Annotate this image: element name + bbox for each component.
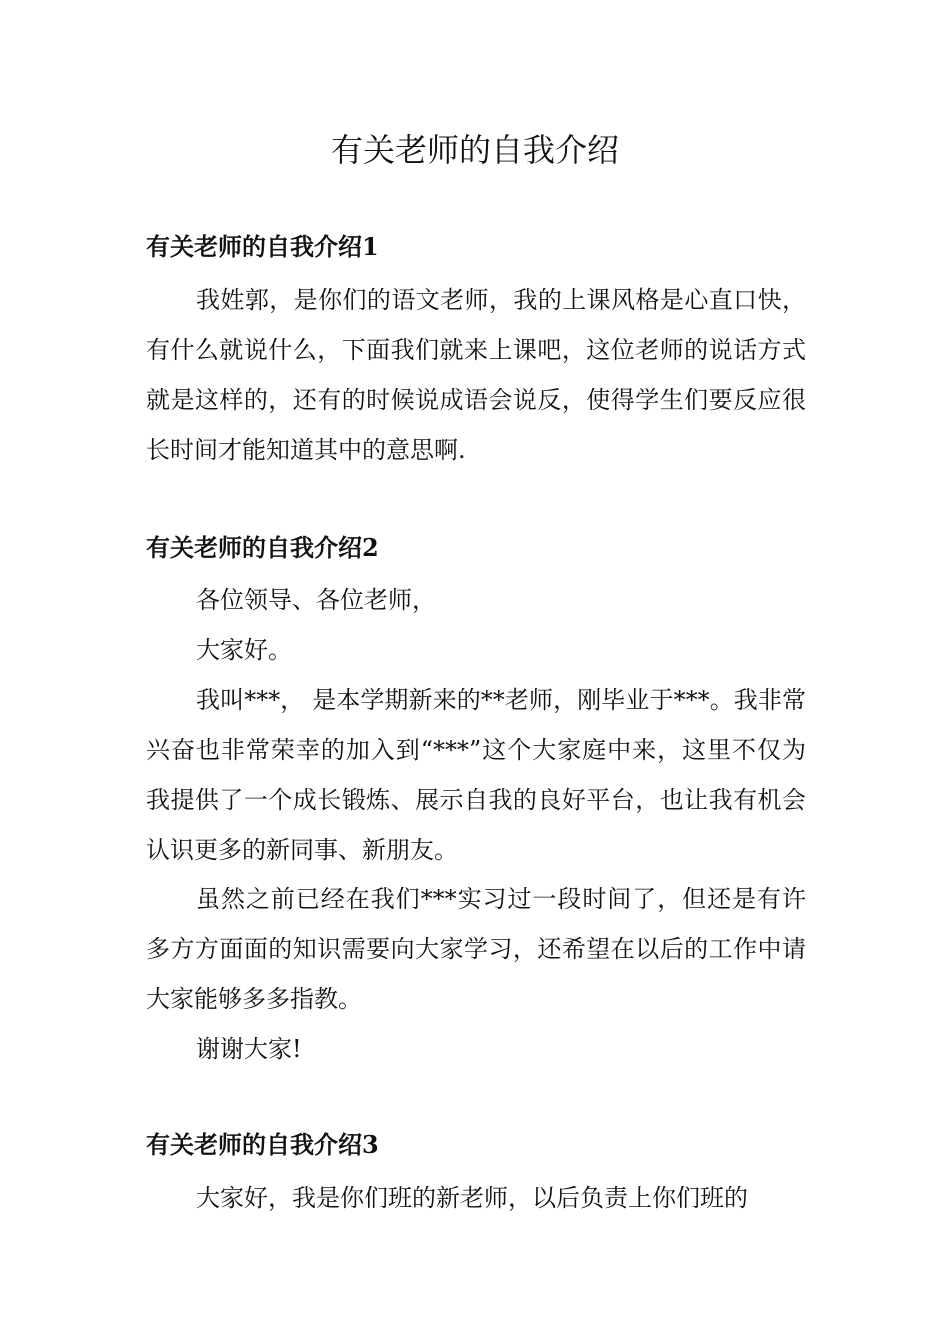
- section-1-paragraph-1: 我姓郭，是你们的语文老师，我的上课风格是心直口快，有什么就说什么，下面我们就来上课吧，这位老师的说话方式就是这样的，还有的时候说成语会说反，使得学生们要反应很长时间才能知道其中的意思啊.: [146, 286, 806, 464]
- section-2-paragraph-1: 各位领导、各位老师，: [196, 586, 436, 614]
- section-heading-3: 有关老师的自我介绍3: [146, 1130, 379, 1159]
- section-2-paragraph-5: 谢谢大家!: [196, 1035, 302, 1063]
- section-3-paragraph-1: 大家好，我是你们班的新老师，以后负责上你们班的: [196, 1184, 748, 1212]
- section-2-paragraph-3: 我叫***， 是本学期新来的**老师，刚毕业于***。我非常兴奋也非常荣幸的加入到“***”这个大家庭中来，这里不仅为我提供了一个成长锻炼、展示自我的良好平台，也让我有机会认识更多的新同事、新朋友。: [146, 686, 806, 864]
- section-2-paragraph-4: 虽然之前已经在我们***实习过一段时间了，但还是有许多方方面面的知识需要向大家学习，还希望在以后的工作中请大家能够多多指教。: [146, 885, 806, 1013]
- section-heading-2: 有关老师的自我介绍2: [146, 533, 379, 562]
- section-2-paragraph-2: 大家好。: [196, 636, 292, 664]
- section-heading-1: 有关老师的自我介绍1: [146, 232, 379, 261]
- document-title: 有关老师的自我介绍: [330, 131, 619, 169]
